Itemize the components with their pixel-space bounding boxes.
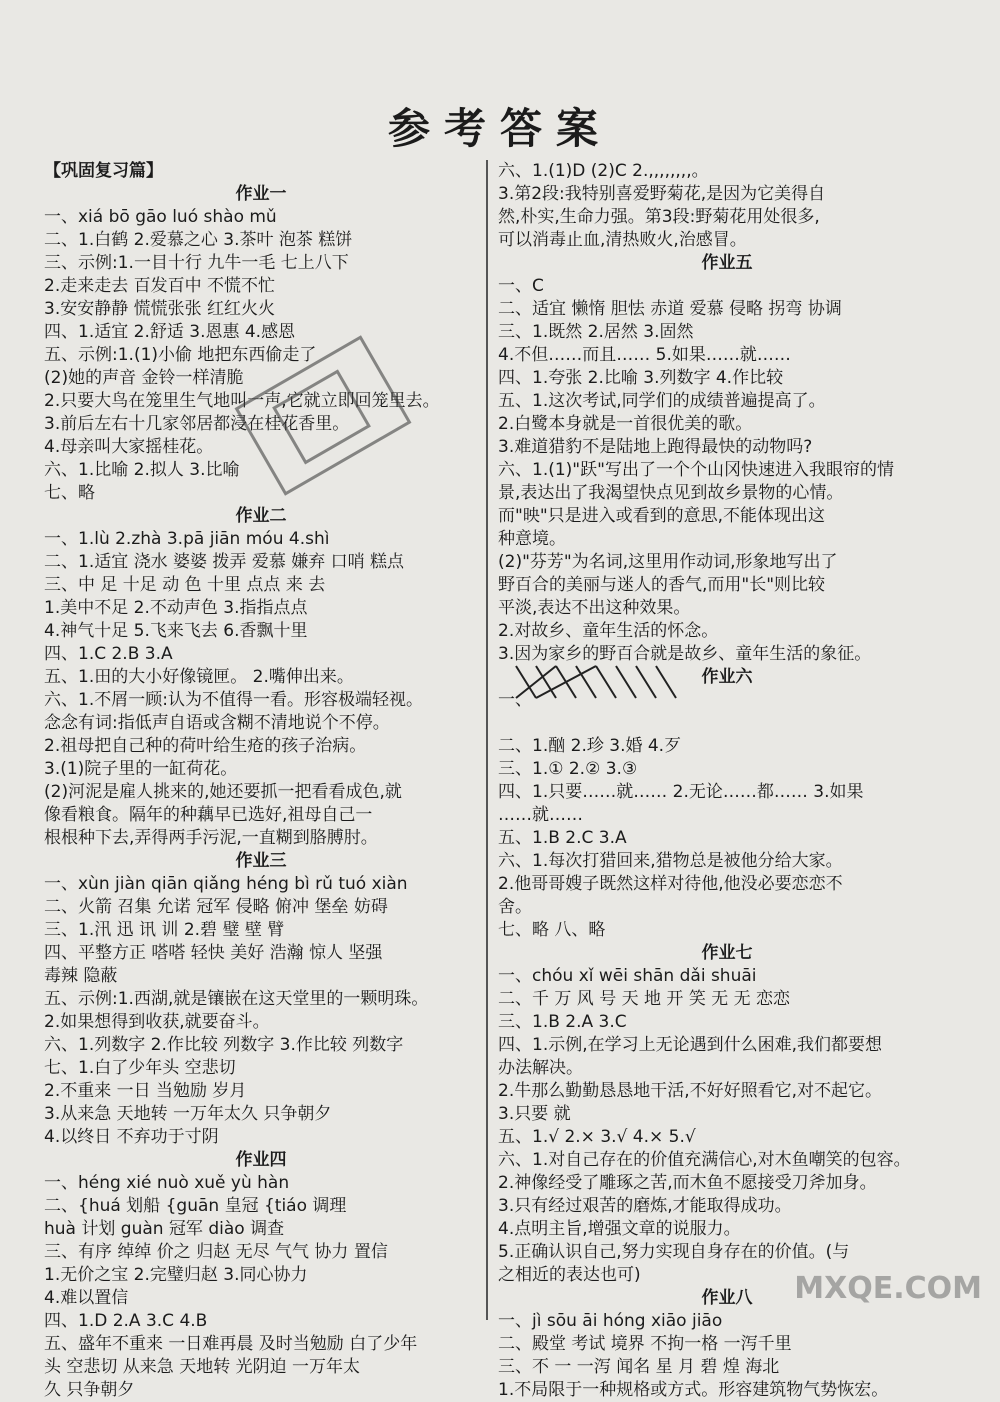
answer-line: 3.从来急 天地转 一万年太久 只争朝夕	[44, 1104, 332, 1124]
answer-line: 1.美中不足 2.不动声色 3.指指点点	[44, 598, 308, 618]
answer-line: 3.因为家乡的野百合就是故乡、童年生活的象征。	[498, 644, 872, 664]
answer-line: 七、1.白了少年头 空悲切	[44, 1058, 236, 1078]
answer-line: 三、1.B 2.A 3.C	[498, 1012, 627, 1032]
section-heading: 作业五	[701, 253, 753, 273]
answer-line: 七、略	[44, 483, 95, 503]
answer-line: 二、殿堂 考试 境界 不拘一格 一泻千里	[498, 1334, 792, 1354]
answer-line: 三、1.既然 2.居然 3.固然	[498, 322, 694, 342]
section-heading: 作业二	[235, 506, 287, 526]
column-divider	[486, 160, 488, 1320]
answer-line: 可以消毒止血,清热败火,治感冒。	[498, 230, 747, 250]
answer-line: (2)河泥是雇人挑来的,她还要抓一把看看成色,就	[44, 782, 402, 802]
answer-line: 六、1.(1)"跃"写出了一个个山冈快速进入我眼帘的情	[498, 460, 894, 480]
answer-line: (2)"芬芳"为名词,这里用作动词,形象地写出了	[498, 552, 838, 572]
answer-line: 2.他哥哥嫂子既然这样对待他,他没必要恋恋不	[498, 874, 843, 894]
answer-line: 3.只要 就	[498, 1104, 571, 1124]
answer-line: 二、{huá 划船 {guān 皇冠 {tiáo 调理	[44, 1196, 347, 1216]
answer-line: 久 只争朝夕	[44, 1380, 135, 1400]
answer-line: 三、中 足 十足 动 色 十里 点点 来 去	[44, 575, 326, 595]
answer-line: 二、适宜 懒惰 胆怯 赤道 爱慕 侵略 拐弯 协调	[498, 299, 842, 319]
answer-line: 四、1.适宜 2.舒适 3.恩惠 4.感恩	[44, 322, 296, 342]
answer-line: 2.对故乡、童年生活的怀念。	[498, 621, 719, 641]
section-heading: 作业六	[701, 667, 753, 687]
answer-line: 之相近的表达也可)	[498, 1265, 641, 1285]
answer-line: 五、示例:1.(1)小偷 地把东西偷走了	[44, 345, 317, 365]
answer-line: 2.白鹭本身就是一首很优美的歌。	[498, 414, 753, 434]
answer-line: 二、千 万 风 号 天 地 开 笑 无 无 恋恋	[498, 989, 791, 1009]
section-heading: 作业四	[235, 1150, 287, 1170]
answer-line: 4.不但……而且…… 5.如果……就……	[498, 345, 791, 365]
answer-line: 四、1.夸张 2.比喻 3.列数字 4.作比较	[498, 368, 784, 388]
answer-line: 二、1.适宜 浇水 婆婆 拨弄 爱慕 嫌弃 口哨 糕点	[44, 552, 405, 572]
answer-line: 六、1.不屑一顾:认为不值得一看。形容极端轻视。	[44, 690, 423, 710]
answer-line: 五、1.B 2.C 3.A	[498, 828, 627, 848]
answer-line: 三、不 一 一泻 闻名 星 月 碧 煌 海北	[498, 1357, 780, 1377]
watermark: MXQE.COM	[794, 1271, 982, 1306]
answer-line: 4.母亲叫大家摇桂花。	[44, 437, 214, 457]
matching-lines-figure	[512, 662, 682, 702]
answer-line: 景,表达出了我渴望快点见到故乡景物的心情。	[498, 483, 844, 503]
answer-line: 三、有序 绰绰 价之 归赵 无尽 气气 协力 置信	[44, 1242, 388, 1262]
answer-line: 2.不重来 一日 当勉励 岁月	[44, 1081, 247, 1101]
answer-line: 五、1.√ 2.× 3.√ 4.× 5.√	[498, 1127, 696, 1147]
answer-line: 4.点明主旨,增强文章的说服力。	[498, 1219, 741, 1239]
answer-line: 办法解决。	[498, 1058, 583, 1078]
answer-line: 二、1.酗 2.珍 3.婚 4.歹	[498, 736, 682, 756]
section-heading: 作业七	[701, 943, 753, 963]
answer-line: 3.只有经过艰苦的磨炼,才能取得成功。	[498, 1196, 792, 1216]
answer-line: 2.走来走去 百发百中 不慌不忙	[44, 276, 276, 296]
answer-line: 念念有词:指低声自语或含糊不清地说个不停。	[44, 713, 390, 733]
answer-line: 毒辣 隐蔽	[44, 966, 118, 986]
answer-line: 1.无价之宝 2.完璧归赵 3.同心协力	[44, 1265, 308, 1285]
answer-line: 一、xiá bō gāo luó shào mǔ	[44, 207, 277, 227]
page-title: 参考答案	[387, 104, 612, 153]
answer-line: 五、示例:1.西湖,就是镶嵌在这天堂里的一颗明珠。	[44, 989, 429, 1009]
answer-line: 2.神像经受了雕琢之苦,而木鱼不愿接受刀斧加身。	[498, 1173, 877, 1193]
answer-line: 四、1.只要……就…… 2.无论……都…… 3.如果	[498, 782, 864, 802]
answer-line: 一、jì sōu āi hóng xiāo jiāo	[498, 1311, 723, 1331]
answer-line: 平淡,表达不出这种效果。	[498, 598, 691, 618]
answer-line: 2.祖母把自己种的荷叶给生疮的孩子治病。	[44, 736, 367, 756]
answer-line: 二、火箭 召集 允诺 冠军 侵略 俯冲 堡垒 妨碍	[44, 897, 388, 917]
answer-line: 3.第2段:我特别喜爱野菊花,是因为它美得自	[498, 184, 826, 204]
answer-line: 而"映"只是进入或看到的意思,不能体现出这	[498, 506, 826, 526]
answer-line: 一、C	[498, 276, 544, 296]
answer-line: 四、平整方正 嗒嗒 轻快 美好 浩瀚 惊人 坚强	[44, 943, 383, 963]
answer-line: 根根种下去,弄得两手污泥,一直糊到胳膊肘。	[44, 828, 378, 848]
answer-line: 七、略 八、略	[498, 920, 606, 940]
answer-line: 一、chóu xǐ wēi shān dǎi shuāi	[498, 966, 757, 986]
answer-line	[498, 712, 956, 735]
answer-line: 3.(1)院子里的一缸荷花。	[44, 759, 238, 779]
answer-line: 4.以终日 不弃功于寸阴	[44, 1127, 219, 1147]
answer-line: 三、1.汛 迅 讯 训 2.碧 璧 壁 臂	[44, 920, 285, 940]
answer-line: 5.正确认识自己,努力实现自身存在的价值。(与	[498, 1242, 850, 1262]
answer-line: 2.如果想得到收获,就要奋斗。	[44, 1012, 270, 1032]
answer-line: 4.神气十足 5.飞来飞去 6.香飘十里	[44, 621, 308, 641]
answer-line: 五、1.田的大小好像镜匣。 2.嘴伸出来。	[44, 667, 354, 687]
answer-line: 二、1.白鹤 2.爱慕之心 3.茶叶 泡茶 糕饼	[44, 230, 353, 250]
answer-line: 头 空悲切 从来急 天地转 光阴迫 一万年太	[44, 1357, 361, 1377]
answer-line: 像看粮食。隔年的种藕早已选好,祖母自己一	[44, 805, 373, 825]
answer-line: 2.牛那么勤勤恳恳地干活,不好好照看它,对不起它。	[498, 1081, 883, 1101]
answer-line: 种意境。	[498, 529, 566, 549]
answer-line: 2.只要大鸟在笼里生气地叫一声,它就立即回笼里去。	[44, 391, 440, 411]
answer-line: 一、héng xié nuò xuě yù hàn	[44, 1173, 290, 1193]
answer-line: 六、1.每次打猎回来,猎物总是被他分给大家。	[498, 851, 843, 871]
answer-line: 然,朴实,生命力强。第3段:野菊花用处很多,	[498, 207, 820, 227]
answer-line: (2)她的声音 金铃一样清脆	[44, 368, 244, 388]
answer-line: 五、1.这次考试,同学们的成绩普遍提高了。	[498, 391, 826, 411]
answer-line: 一、	[498, 690, 532, 710]
answer-line: 一、xùn jiàn qiān qiǎng héng bì rǔ tuó xiàn	[44, 874, 408, 894]
answer-line: 六、1.列数字 2.作比较 列数字 3.作比较 列数字	[44, 1035, 404, 1055]
answer-line: 3.安安静静 慌慌张张 红红火火	[44, 299, 276, 319]
section-heading: 作业八	[701, 1288, 753, 1308]
answer-line: 四、1.示例,在学习上无论遇到什么困难,我们都要想	[498, 1035, 883, 1055]
answer-line: 四、1.C 2.B 3.A	[44, 644, 173, 664]
answer-line: 六、1.(1)D (2)C 2.,,,,,,,,。	[498, 161, 709, 181]
answer-line: huà 计划 guàn 冠军 diào 调查	[44, 1219, 285, 1239]
answer-line: 4.难以置信	[44, 1288, 129, 1308]
section-heading: 作业三	[235, 851, 287, 871]
answer-line: 四、1.D 2.A 3.C 4.B	[44, 1311, 208, 1331]
right-column	[498, 160, 956, 1402]
answer-line: 六、1.对自己存在的价值充满信心,对木鱼嘲笑的包容。	[498, 1150, 911, 1170]
answer-line: 舍。	[498, 897, 532, 917]
answer-line: ……就……	[498, 805, 583, 825]
left-column	[44, 160, 478, 1402]
answer-line: 3.难道猎豹不是陆地上跑得最快的动物吗?	[498, 437, 813, 457]
answer-line: 三、1.① 2.② 3.③	[498, 759, 638, 779]
answer-line: 五、盛年不重来 一日难再晨 及时当勉励 白了少年	[44, 1334, 418, 1354]
answer-line: 3.前后左右十几家邻居都浸在桂花香里。	[44, 414, 350, 434]
answer-line: 1.不局限于一种规格或方式。形容建筑物气势恢宏。	[498, 1380, 889, 1400]
answer-line: 六、1.比喻 2.拟人 3.比喻	[44, 460, 240, 480]
section-heading: 作业一	[235, 184, 287, 204]
part-heading: 【巩固复习篇】	[44, 161, 163, 181]
answer-line: 三、示例:1.一目十行 九牛一毛 七上八下	[44, 253, 349, 273]
answer-line: 野百合的美丽与迷人的香气,而用"长"则比较	[498, 575, 826, 595]
answer-line: 一、1.lù 2.zhà 3.pā jiān móu 4.shì	[44, 529, 330, 549]
